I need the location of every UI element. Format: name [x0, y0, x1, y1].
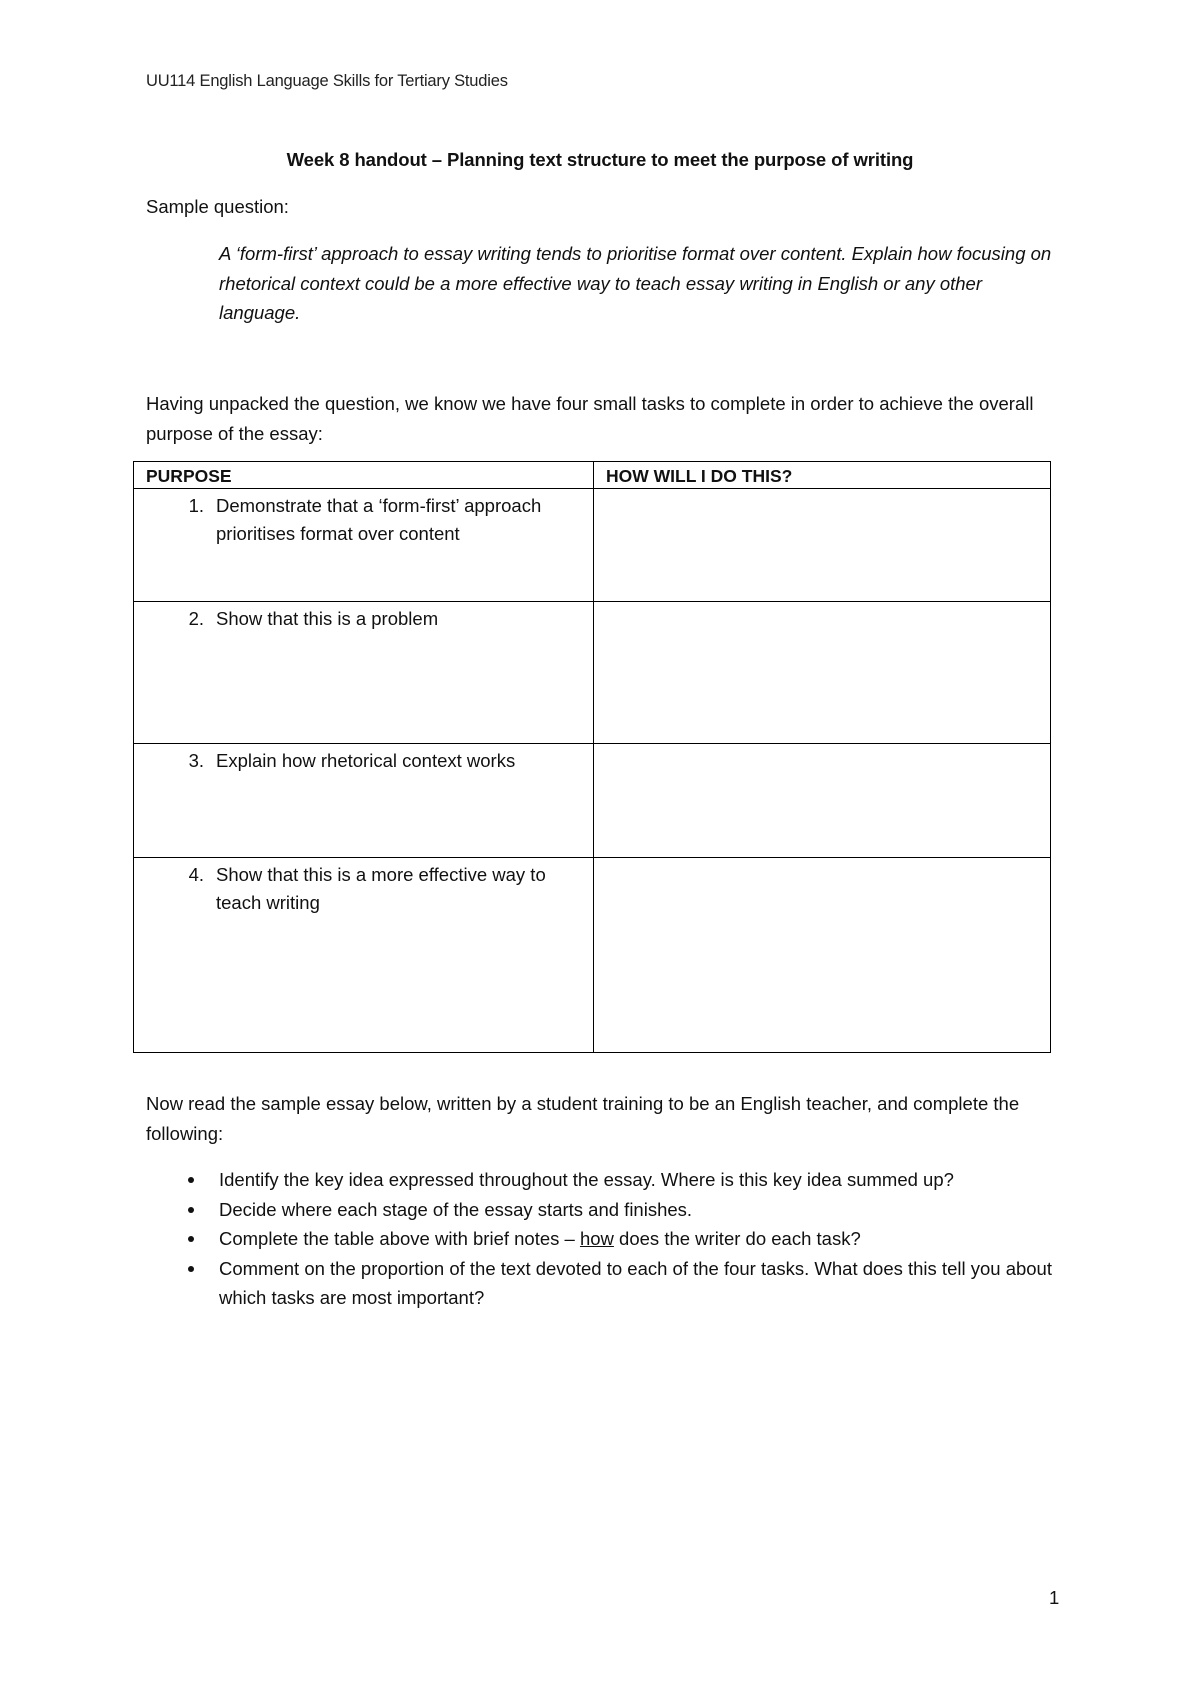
table-row: [134, 489, 1051, 602]
task-text: Explain how rhetorical context works: [216, 750, 516, 771]
bullet-text-start: Complete the table above with brief notes –: [219, 1228, 580, 1249]
task-number: 3.: [188, 750, 204, 771]
task-text: Show that this is a more effective way to teach writing: [216, 864, 546, 913]
purpose-cell: [134, 489, 594, 602]
list-item: [146, 1165, 1076, 1195]
sample-question-label: Sample question:: [146, 196, 289, 217]
bullet-icon: [188, 1266, 194, 1272]
how-column-header: HOW WILL I DO THIS?: [594, 462, 1051, 489]
bullet-icon: [188, 1177, 194, 1183]
table-row: [134, 744, 1051, 858]
purpose-table: [133, 461, 1051, 1053]
bullet-text: Comment on the proportion of the text devoted to each of the four tasks. What does this tell you about which tasks are most important?: [219, 1257, 1052, 1308]
instruction-paragraph: Now read the sample essay below, written by a student training to be an English teacher, and complete the following:: [146, 1093, 1020, 1144]
page-number: 1: [1049, 1587, 1060, 1608]
table-header-row: [134, 462, 1051, 489]
answer-cell[interactable]: [594, 602, 1051, 744]
bullet-text: Decide where each stage of the essay starts and finishes.: [219, 1198, 693, 1220]
task-number: 2.: [188, 608, 204, 629]
bullet-icon: [188, 1207, 194, 1213]
page-title: Week 8 handout – Planning text structure to meet the purpose of writing: [286, 149, 914, 170]
bullet-text: Identify the key idea expressed throughout the essay. Where is this key idea summed up?: [219, 1169, 954, 1190]
table-row: [134, 858, 1051, 1053]
task-text: Show that this is a problem: [216, 608, 439, 629]
sample-question-text: A ‘form-first’ approach to essay writing tends to prioritise format over content. Explain how focusing on rhetorical context could be a more effective way to teach essay writing in English or any other language.: [219, 243, 1052, 323]
bullet-icon: [188, 1236, 194, 1242]
answer-cell[interactable]: [594, 858, 1051, 1053]
table-row: [134, 602, 1051, 744]
answer-cell[interactable]: [594, 489, 1051, 602]
purpose-column-header: PURPOSE: [134, 462, 594, 489]
list-item: [146, 1195, 1076, 1225]
list-item: [146, 1254, 1076, 1313]
purpose-cell: [134, 858, 594, 1053]
purpose-cell: [134, 602, 594, 744]
bullet-text-end: does the writer do each task?: [613, 1228, 861, 1249]
task-text: Demonstrate that a ‘form-first’ approach prioritises format over content: [216, 495, 542, 544]
task-bullet-list: [146, 1165, 1076, 1313]
task-number: 1.: [188, 495, 204, 516]
page-header: UU114 English Language Skills for Tertiary Studies: [146, 72, 508, 90]
list-item: [146, 1224, 1076, 1254]
bullet-underlined-word: how: [579, 1228, 614, 1249]
purpose-cell: [134, 744, 594, 858]
intro-paragraph: Having unpacked the question, we know we have four small tasks to complete in order to achieve the overall purpose of the essay:: [146, 393, 1034, 444]
answer-cell[interactable]: [594, 744, 1051, 858]
task-number: 4.: [188, 864, 204, 885]
